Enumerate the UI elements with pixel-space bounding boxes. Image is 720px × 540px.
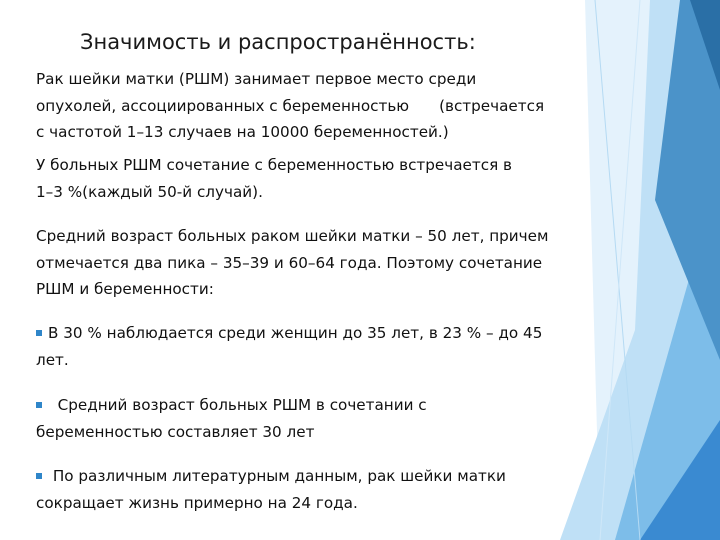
text-line (36, 392, 596, 419)
text-line (36, 463, 596, 490)
paragraph-rshm-first-place (36, 66, 596, 146)
text-line: Рак шейки матки (РШМ) занимает первое место среди (36, 70, 477, 88)
text-fragment: По различным литературным данным, рак шейки матки (52, 467, 506, 485)
slide-title: Значимость и распространённость: (80, 30, 476, 54)
square-bullet-icon (36, 330, 42, 336)
bullet-item (36, 463, 596, 516)
text-line: беременностью составляет 30 лет (36, 422, 315, 441)
text-line: с частотой 1–13 случаев на 10000 беременностей.) (36, 123, 449, 141)
text-line (36, 320, 596, 347)
text-line: сокращает жизнь примерно на 24 года. (36, 493, 358, 512)
text-line: 1–3 %(каждый 50-й случай). (36, 182, 263, 201)
text-fragment: Средний возраст больных РШМ в сочетании с (57, 396, 427, 414)
text-fragment: опухолей, ассоциированных с беременностью (36, 96, 410, 115)
text-fragment: В 30 % наблюдается среди женщин до 35 лет, в 23 % – до 45 (48, 324, 543, 342)
text-fragment: (встречается (439, 96, 545, 115)
paragraph-frequency (36, 152, 596, 205)
text-line: У больных РШМ сочетание с беременностью встречается в (36, 156, 513, 174)
text-line: Средний возраст больных раком шейки матки – 50 лет, причем (36, 227, 549, 245)
square-bullet-icon (36, 402, 42, 408)
bullet-item (36, 392, 596, 445)
text-line (36, 93, 596, 120)
text-line: отмечается два пика – 35–39 и 60–64 года. Поэтому сочетание (36, 253, 543, 272)
bullet-item (36, 320, 596, 373)
square-bullet-icon (36, 473, 42, 479)
paragraph-average-age (36, 223, 596, 303)
text-line: РШМ и беременности: (36, 280, 214, 298)
text-line: лет. (36, 350, 69, 369)
